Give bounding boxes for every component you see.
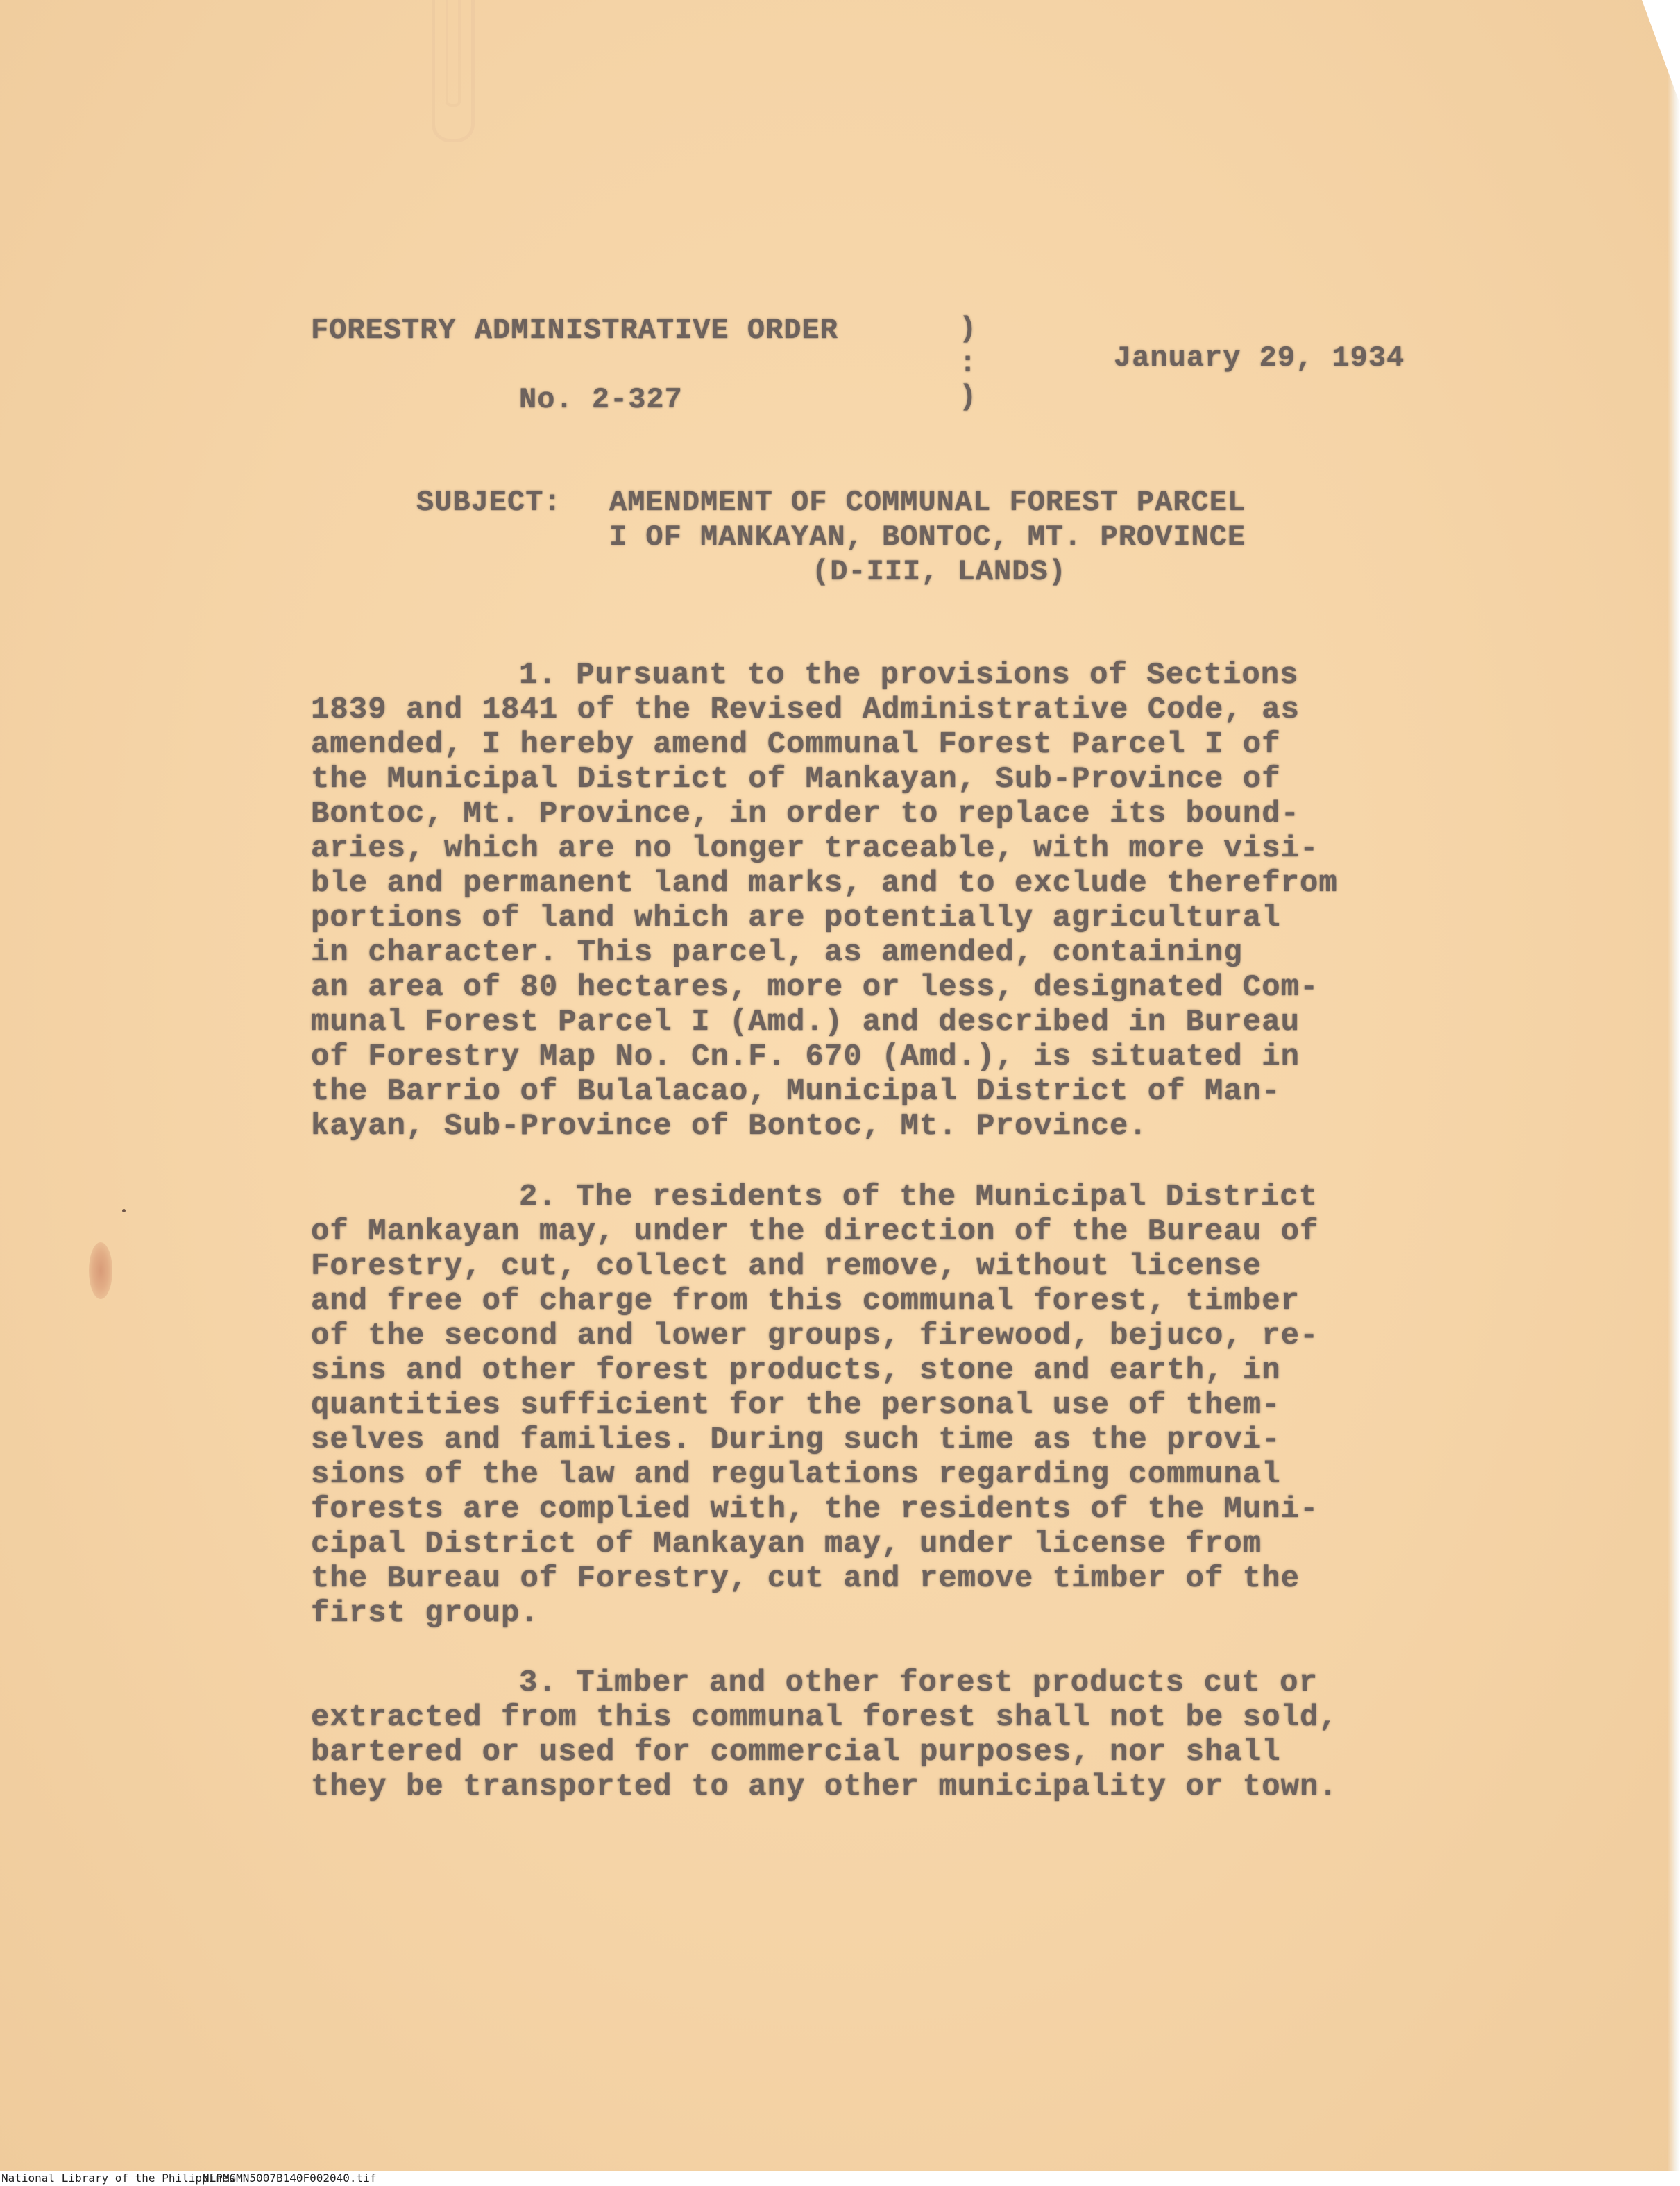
paragraph-line: of Mankayan may, under the direction of the Bureau of bbox=[311, 1214, 1319, 1249]
paragraph-line: of Forestry Map No. Cn.F. 670 (Amd.), is situated in bbox=[311, 1040, 1300, 1074]
paragraph-line: forests are complied with, the residents of the Muni- bbox=[311, 1492, 1319, 1527]
paragraph-line: sions of the law and regulations regarding communal bbox=[311, 1457, 1281, 1492]
header-bracket-middle: : bbox=[959, 347, 978, 380]
paragraph-line: they be transported to any other municipality or town. bbox=[311, 1770, 1338, 1804]
paragraph-line: cipal District of Mankayan may, under license from bbox=[311, 1527, 1262, 1561]
paragraph-line: in character. This parcel, as amended, containing bbox=[311, 935, 1243, 970]
paragraph-line: 3. Timber and other forest products cut or bbox=[519, 1666, 1318, 1700]
header-bracket-top: ) bbox=[959, 312, 978, 346]
paper-clip-impression-inner bbox=[446, 0, 461, 107]
paragraph-line: portions of land which are potentially agricultural bbox=[311, 901, 1281, 935]
subject-line-1: AMENDMENT OF COMMUNAL FOREST PARCEL bbox=[609, 486, 1246, 519]
paragraph-line: kayan, Sub-Province of Bontoc, Mt. Province. bbox=[311, 1109, 1148, 1144]
order-number: No. 2-327 bbox=[519, 383, 683, 416]
paragraph-line: quantities sufficient for the personal use of them- bbox=[311, 1388, 1281, 1423]
header-bracket-bottom: ) bbox=[959, 380, 978, 414]
paper-speck bbox=[122, 1209, 126, 1212]
subject-line-3: (D-III, LANDS) bbox=[812, 555, 1067, 588]
paragraph-line: the Municipal District of Mankayan, Sub-Province of bbox=[311, 762, 1281, 797]
order-date: January 29, 1934 bbox=[1114, 341, 1405, 375]
paragraph-line: and free of charge from this communal forest, timber bbox=[311, 1284, 1300, 1319]
paragraph-line: 2. The residents of the Municipal District bbox=[519, 1180, 1318, 1214]
paper-right-edge bbox=[1668, 0, 1680, 2186]
footer-file-id: NLPMGMN5007B140F002040.tif bbox=[203, 2171, 377, 2185]
subject-label: SUBJECT: bbox=[416, 486, 562, 519]
scan-footer bbox=[0, 2171, 1680, 2186]
paragraph-line: Bontoc, Mt. Province, in order to replace its bound- bbox=[311, 797, 1300, 831]
paragraph-line: selves and families. During such time as the provi- bbox=[311, 1423, 1281, 1457]
paragraph-line: ble and permanent land marks, and to exclude therefrom bbox=[311, 866, 1338, 901]
footer-library: National Library of the Philippines bbox=[1, 2171, 236, 2185]
paragraph-line: aries, which are no longer traceable, with more visi- bbox=[311, 831, 1319, 866]
paragraph-line: an area of 80 hectares, more or less, designated Com- bbox=[311, 970, 1319, 1005]
subject-line-2: I OF MANKAYAN, BONTOC, MT. PROVINCE bbox=[609, 520, 1246, 554]
paragraph-line: the Barrio of Bulalacao, Municipal District of Man- bbox=[311, 1074, 1281, 1109]
folded-corner bbox=[1642, 0, 1680, 104]
order-title: FORESTRY ADMINISTRATIVE ORDER bbox=[311, 314, 838, 347]
paragraph-line: Forestry, cut, collect and remove, without license bbox=[311, 1249, 1262, 1284]
paragraph-line: extracted from this communal forest shall not be sold, bbox=[311, 1700, 1338, 1735]
paragraph-line: 1. Pursuant to the provisions of Sections bbox=[519, 658, 1299, 693]
paragraph-line: the Bureau of Forestry, cut and remove timber of the bbox=[311, 1561, 1300, 1596]
paragraph-line: munal Forest Parcel I (Amd.) and described in Bureau bbox=[311, 1005, 1300, 1040]
paragraph-line: 1839 and 1841 of the Revised Administrative Code, as bbox=[311, 693, 1300, 727]
paragraph-line: of the second and lower groups, firewood, bejuco, re- bbox=[311, 1319, 1319, 1353]
paragraph-line: sins and other forest products, stone and earth, in bbox=[311, 1353, 1281, 1388]
paragraph-line: bartered or used for commercial purposes, nor shall bbox=[311, 1735, 1281, 1770]
paragraph-line: first group. bbox=[311, 1596, 539, 1631]
paragraph-line: amended, I hereby amend Communal Forest Parcel I of bbox=[311, 727, 1281, 762]
paper-stain bbox=[89, 1242, 112, 1299]
